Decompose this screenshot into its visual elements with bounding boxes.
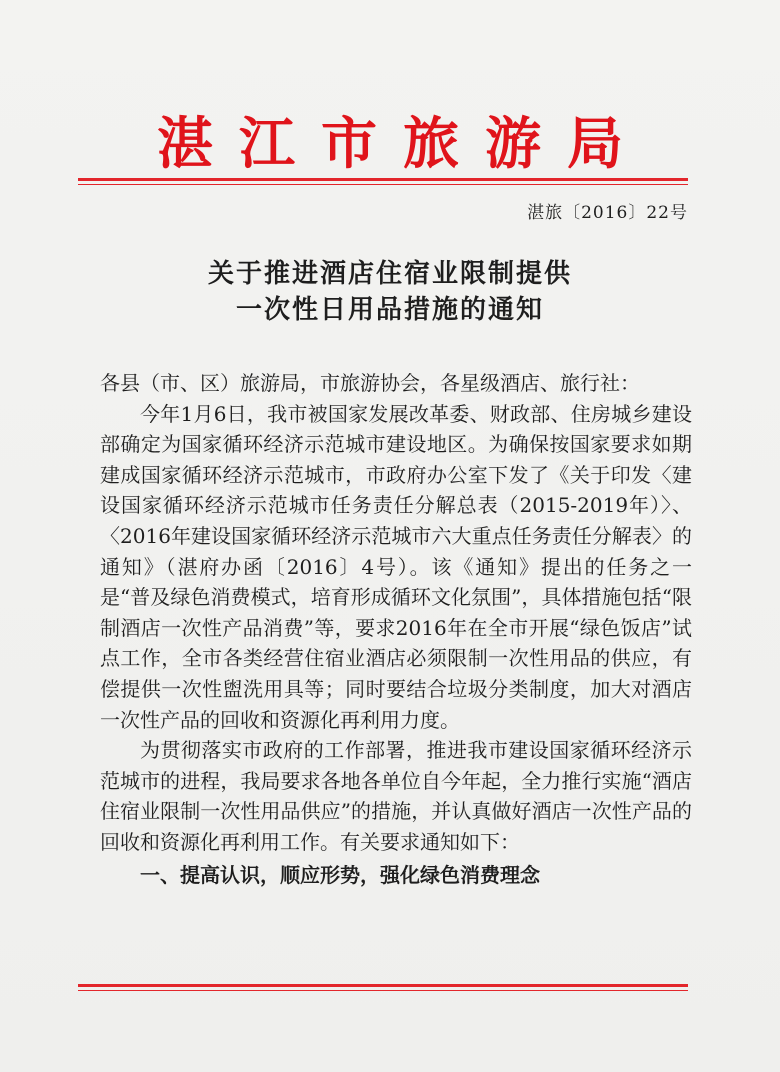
document-title (0, 256, 780, 328)
footer-red-rule (78, 984, 688, 991)
title-line-2: 一次性日用品措施的通知 (235, 295, 544, 325)
section-heading: 一、提高认识，顺应形势，强化绿色消费理念 (140, 862, 540, 887)
body-paragraph: 今年1月6日，我市被国家发展改革委、财政部、住房城乡建设部确定为国家循环经济示范城市建设地区。为确保按国家要求如期建成国家循环经济示范城市，市政府办公室下发了《关于印发〈建设国家循环经济示范城市任务责任分解总表（2015-2019年）〉、〈2016年建设国家循环经济示范城市六大重点任务责任分解表〉的通知》（湛府办函〔2016〕4号）。该《通知》提出的任务之一是“普及绿色消费模式，培育形成循环文化氛围”，具体措施包括“限制酒店一次性产品消费”等，要求2016年在全市开展“绿色饭店”试点工作，全市各类经营住宿业酒店必须限制一次性用品的供应，有偿提供一次性盥洗用具等；同时要结合垃圾分类制度，加大对酒店一次性产品的回收和资源化再利用力度。 (100, 401, 692, 732)
title-line-1: 关于推进酒店住宿业限制提供 (207, 259, 572, 289)
document-body (100, 368, 692, 890)
salutation: 各县（市、区）旅游局，市旅游协会，各星级酒店、旅行社： (100, 371, 640, 395)
document-number: 湛旅〔2016〕22号 (527, 203, 688, 223)
agency-letterhead: 湛江市旅游局 (157, 111, 649, 177)
header-red-rule (78, 178, 688, 185)
body-paragraph: 为贯彻落实市政府的工作部署，推进我市建设国家循环经济示范城市的进程，我局要求各地各单位自今年起，全力推行实施“酒店住宿业限制一次性用品供应”的措施，并认真做好酒店一次性产品的回收和资源化再利用工作。有关要求通知如下： (100, 738, 692, 854)
